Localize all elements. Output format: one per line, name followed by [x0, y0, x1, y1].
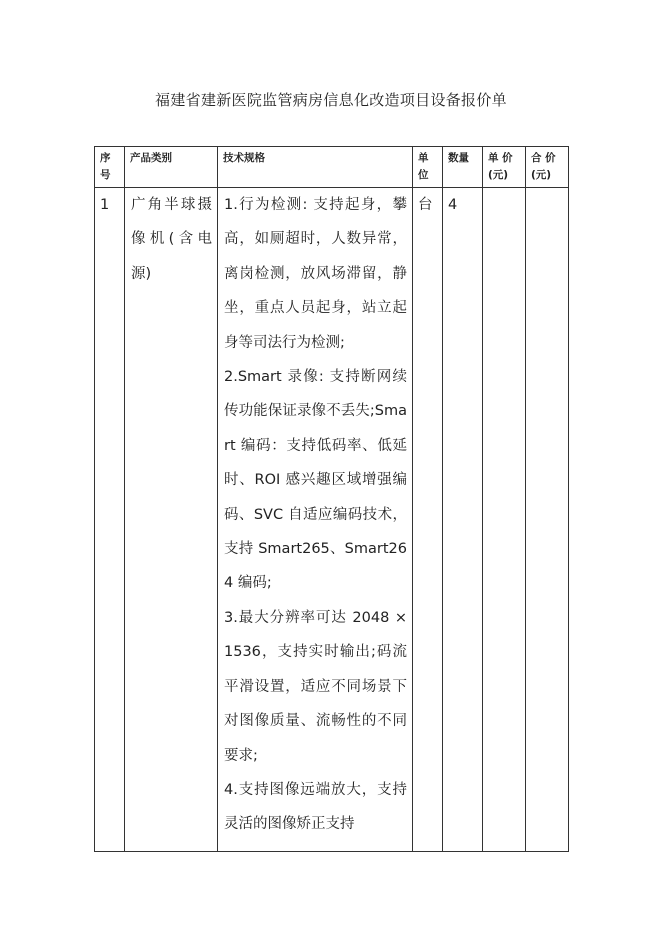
- cell-spec: [218, 188, 413, 852]
- header-category: 产品类别: [125, 147, 218, 188]
- document-title: 福建省建新医院监管病房信息化改造项目设备报价单: [155, 91, 507, 109]
- cell-unit-price: [483, 188, 526, 852]
- header-seq: [95, 147, 125, 188]
- header-unit-price-line2: (元): [488, 169, 509, 181]
- header-spec: 技术规格: [218, 147, 413, 188]
- quotation-table: [94, 146, 569, 852]
- header-unit: [413, 147, 443, 188]
- spec-item-3: 3.最大分辨率可达 2048 × 1536，支持实时输出;码流平滑设置，适应不同场景下对图像质量、流畅性的不同要求;: [224, 609, 407, 764]
- header-unit-price: [483, 147, 526, 188]
- header-total-price-line1: 合 价: [531, 152, 556, 164]
- spec-item-4: 4.支持图像远端放大，支持灵活的图像矫正支持: [224, 781, 407, 833]
- header-qty: 数量: [443, 147, 483, 188]
- cell-qty: 4: [443, 188, 483, 852]
- header-unit-line2: 位: [418, 169, 429, 181]
- header-unit-line1: 单: [418, 152, 429, 164]
- cell-total-price: [526, 188, 569, 852]
- spec-item-1: 1.行为检测: 支持起身，攀高，如厕超时，人数异常，离岗检测，放风场滞留，静坐，重点人员起身，站立起身等司法行为检测;: [224, 197, 407, 351]
- header-row: [95, 147, 569, 188]
- header-total-price: [526, 147, 569, 188]
- cell-seq: 1: [95, 188, 125, 852]
- header-unit-price-line1: 单 价: [488, 152, 513, 164]
- cell-category: 广角半球摄像机(含电源): [125, 188, 218, 852]
- table-row: [95, 188, 569, 852]
- cell-unit: 台: [413, 188, 443, 852]
- header-seq-line2: 号: [100, 169, 111, 181]
- header-seq-line1: 序: [100, 152, 111, 164]
- spec-item-2: 2.Smart 录像: 支持断网续传功能保证录像不丢失;Smart 编码：支持低码率、低延时、ROI 感兴趣区域增强编码、SVC 自适应编码技术，支持 Smart265、Smart264 编码;: [224, 369, 407, 592]
- header-total-price-line2: (元): [531, 169, 552, 181]
